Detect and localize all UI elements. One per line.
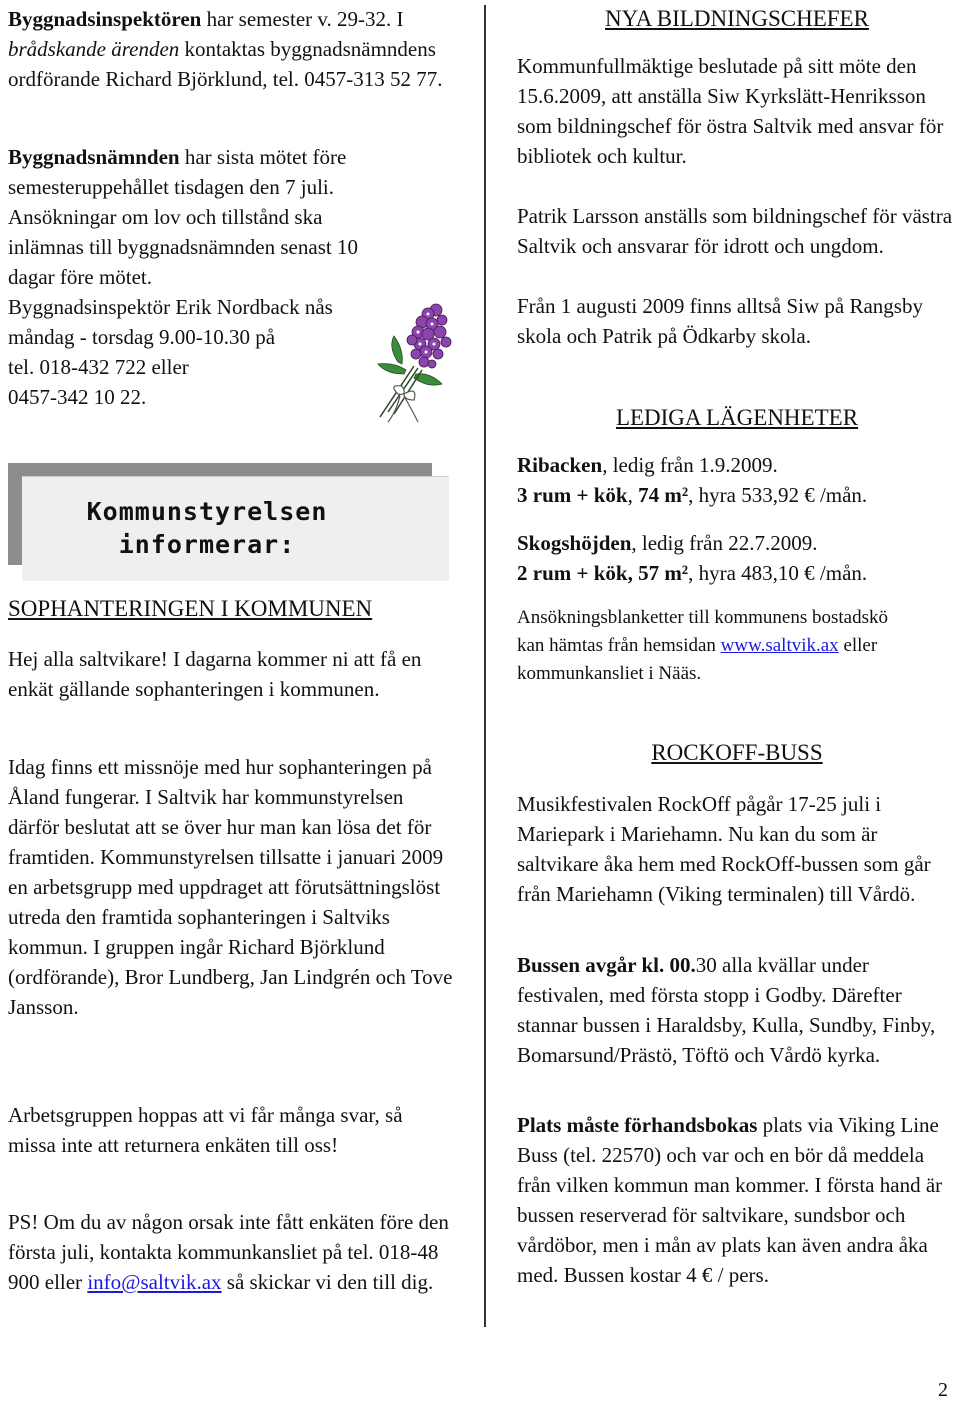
sophanteringen-intro: Hej alla saltvikare! I dagarna kommer ni att få en enkät gällande sophanteringen i kommunen. — [8, 647, 422, 701]
lilac-bouquet-icon — [358, 292, 458, 437]
sophanteringen-ps: PS! Om du av någon orsak inte fått enkäten före den första juli, kontakta kommunkansliet på tel. 018-48 900 eller info@saltvik.ax så skickar vi den till dig. — [8, 1210, 449, 1294]
website-link[interactable]: www.saltvik.ax — [720, 635, 839, 656]
kommunstyrelsen-banner — [8, 463, 450, 581]
email-link[interactable]: info@saltvik.ax — [87, 1270, 222, 1294]
sophanteringen-body: Idag finns ett missnöje med hur sophanteringen på Åland fungerar. I Saltvik har kommunstyrelsen därför beslutat att se över hur man kan lösa det för framtiden. Kommunstyrelsen tillsatte i januari 2009 en arbetsgrupp med uppdraget att förutsättningslöst utreda den framtida sophanteringen i Saltviks kommun. I gruppen ingår Richard Björklund (ordförande), Bror Lundberg, Jan Lindgrén och Tove Jansson. — [8, 755, 453, 1019]
byggnadsnamnden-details: Ansökningar om lov och tillstånd ska inlämnas till byggnadsnämnden senast 10 dagar före mötet. Byggnadsinspektör Erik Nordback nås måndag - torsdag 9.00-10.30 på tel. 018-432 722 eller 0457-342 10 22. — [8, 205, 358, 409]
bildningschefer-p1: Kommunfullmäktige beslutade på sitt möte den 15.6.2009, att anställa Siw Kyrkslätt-Henriksson som bildningschef för östra Saltvik med ansvar för bibliotek och kultur. — [517, 54, 944, 168]
skogshojden-listing: Skogshöjden, ledig från 22.7.2009. 2 rum + kök, 57 m², hyra 483,10 € /mån. — [517, 531, 868, 585]
rockoff-p2: Bussen avgår kl. 00.30 alla kvällar under festivalen, med första stopp i Godby. Därefter stannar bussen i Haraldsby, Kulla, Sundby, Finby, Bomarsund/Prästö, Töftö och Vårdö kyrka. — [517, 953, 936, 1067]
kommunstyrelsen-title: Kommunstyrelsen — [86, 497, 328, 526]
rockoff-p3: Plats måste förhandsbokas plats via Viking Line Buss (tel. 22570) och var och en bör då meddela från vilken kommun man kommer. I första hand är bussen reserverad för saltvikare, sundsbor och vårdöbor, men i mån av plats kan även andra åka med. Bussen kostar 4 € / pers. — [517, 1113, 943, 1287]
rockoff-p1: Musikfestivalen RockOff pågår 17-25 juli i Mariepark i Mariehamn. Nu kan du som är saltvikare åka hem med RockOff-bussen som går från Mariehamn (Viking terminalen) till Vårdö. — [517, 792, 931, 906]
column-divider — [484, 5, 486, 1327]
rockoff-heading: ROCKOFF-BUSS — [651, 740, 823, 765]
byggnadsinspektor-semester-paragraph: Byggnadsinspektören har semester v. 29-32. I brådskande ärenden kontaktas byggnadsnämndens ordförande Richard Björklund, tel. 0457-313 52 77. — [8, 7, 443, 91]
bildningschefer-p2: Patrik Larsson anställs som bildningschef för västra Saltvik och ansvarar för idrott och ungdom. — [517, 204, 953, 258]
bildningschefer-heading: NYA BILDNINGSCHEFER — [605, 6, 869, 31]
ansokningsblanketter-info: Ansökningsblanketter till kommunens bostadskö kan hämtas från hemsidan www.saltvik.ax eller kommunkansliet i Nääs. — [517, 607, 889, 684]
byggnadsnamnden-paragraph: Byggnadsnämnden har sista mötet före semesteruppehållet tisdagen den 7 juli. — [8, 145, 347, 199]
lagenheter-heading: LEDIGA LÄGENHETER — [615, 405, 859, 430]
bildningschefer-p3: Från 1 augusti 2009 finns alltså Siw på Rangsby skola och Patrik på Ödkarby skola. — [517, 294, 923, 348]
page-number: 2 — [938, 1379, 948, 1401]
sophanteringen-request: Arbetsgruppen hoppas att vi får många svar, så missa inte att returnera enkäten till oss! — [8, 1103, 403, 1157]
sophanteringen-heading: SOPHANTERINGEN I KOMMUNEN — [8, 596, 373, 621]
informerar-title: informerar: — [118, 530, 296, 559]
ribacken-listing: Ribacken, ledig från 1.9.2009. 3 rum + kök, 74 m², hyra 533,92 € /mån. — [517, 453, 868, 507]
